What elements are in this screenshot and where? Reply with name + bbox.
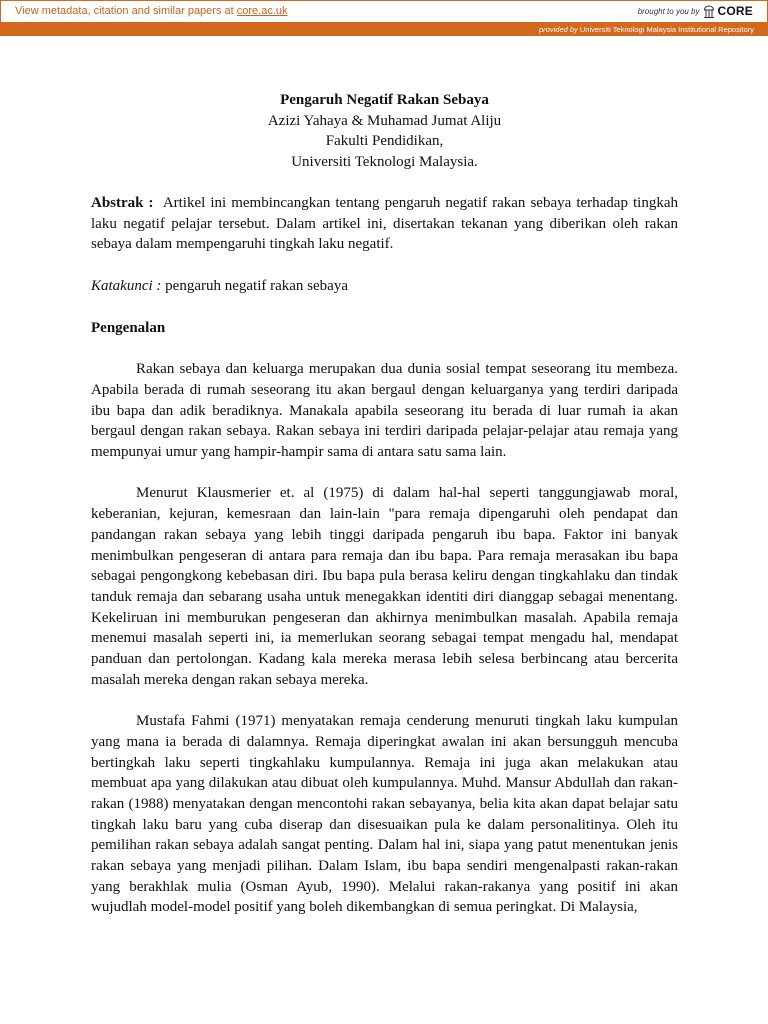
paper-authors: Azizi Yahaya & Muhamad Jumat Aliju [267, 112, 502, 129]
keywords [91, 276, 678, 297]
abstract-label: Abstrak : [91, 195, 154, 211]
abstract [91, 193, 678, 255]
keywords-label: Katakunci : [91, 278, 162, 295]
provider-bar [0, 23, 768, 36]
document-page [91, 90, 678, 918]
paragraph-3: Mustafa Fahmi (1971) menyatakan remaja cenderung menuruti tingkah laku kumpulan yang mana ia berada di dalamnya. Remaja diperingkat awalan ini akan bersungguh mencuba bertingkah laku seperti tingkahlaku kumpulannya. Remaja ini juga akan melakukan atau membuat apa yang dilakukan atau dibuat oleh kumpulannya. Muhd. Mansur Abdullah dan rakan-rakan (1988) menyatakan dengan mencontohi rakan sebayanya, belia kita akan dapat belajar satu tingkah laku baru yang cuba diserap dan disesuaikan pula ke dalam personalitinya. Oleh itu pemilihan rakan sebaya adalah sangat penting. Dalam hal ini, siapa yang patut menentukan jenis rakan sebaya yang menjadi pilihan. Dalam Islam, ibu bapa sendiri mengenalpasti rakan-rakan yang berakhlak mulia (Osman Ayub, 1990). Melalui rakan-rakanya yang positif ini akan wujudlah model-model positif yang boleh dikembangkan di semua peringkat. Di Malaysia, [91, 713, 678, 916]
paper-faculty: Fakulti Pendidikan, [325, 133, 444, 149]
abstract-text: Artikel ini membincangkan tentang pengaruh negatif rakan sebaya terhadap tingkah laku negatif pelajar tersebut. Dalam artikel ini, disertakan tekanan yang diberikan oleh rakan sebaya dalam mempengaruhi tingkah laku negatif. [91, 195, 678, 253]
brought-to-you-by-text: brought to you by [637, 6, 700, 16]
paragraph-1: Rakan sebaya dan keluarga merupakan dua dunia sosial tempat seseorang itu membeza. Apabila berada di rumah seseorang itu akan bergaul dengan keluarganya yang terdiri daripada ibu bapa dan adik beradiknya. Manakala apabila seseorang itu berada di luar rumah ia akan bergaul dengan rakan sebaya. Rakan sebaya ini terdiri daripada pelajar-pelajar atau remaja yang mempunyai umur yang hampir-hampir sama di antara satu sama lain. [91, 361, 678, 461]
paper-title: Pengaruh Negatif Rakan Sebaya [280, 92, 489, 108]
paper-header [91, 90, 678, 172]
paper-university: Universiti Teknologi Malaysia. [291, 153, 478, 170]
provider-text[interactable] [539, 25, 754, 34]
provider-name[interactable]: Universiti Teknologi Malaysia Institutional Repository [579, 25, 754, 34]
core-logo-icon [703, 5, 715, 18]
view-metadata-link-text: View metadata, citation and similar papers at [15, 5, 237, 17]
section-heading: Pengenalan [91, 319, 166, 336]
brought-to-you-by[interactable] [638, 4, 753, 18]
provided-by-label: provided by [539, 25, 578, 34]
core-logo-text: CORE [717, 4, 753, 18]
paragraph-2: Menurut Klausmerier et. al (1975) di dalam hal-hal seperti tanggungjawab moral, keberanian, kejuran, kemesraan dan lain-lain "para remaja dipengaruhi oleh pendapat dan pandangan rakan sebaya yang lebih tinggi daripada pengaruh ibu bapa. Faktor ini banyak menimbulkan pengeseran di antara para remaja dan ibu bapa. Para remaja merasakan ibu bapa sebagai pengongkong kebebasan diri. Ibu bapa pula berasa keliru dengan tingkahlaku dan tindak tanduk remaja dan sebarang usaha untuk menegakkan identiti diri dianggap sebagai menentang. Kekeliruan ini memburukan pengeseran dan akhirnya menimbulkan masalah. Apabila remaja menemui masalah seperti ini, ia memerlukan seorang sebagai tempat mengadu hal, mendapat panduan dan pertolongan. Kadang kala mereka merasa lebih selesa berbincang atau bercerita masalah mereka dengan rakan sebaya mereka. [91, 485, 678, 688]
keywords-text: pengaruh negatif rakan sebaya [165, 278, 348, 295]
core-domain-link[interactable]: core.ac.uk [236, 5, 288, 17]
core-banner [0, 0, 768, 23]
view-metadata-link[interactable] [15, 5, 288, 17]
